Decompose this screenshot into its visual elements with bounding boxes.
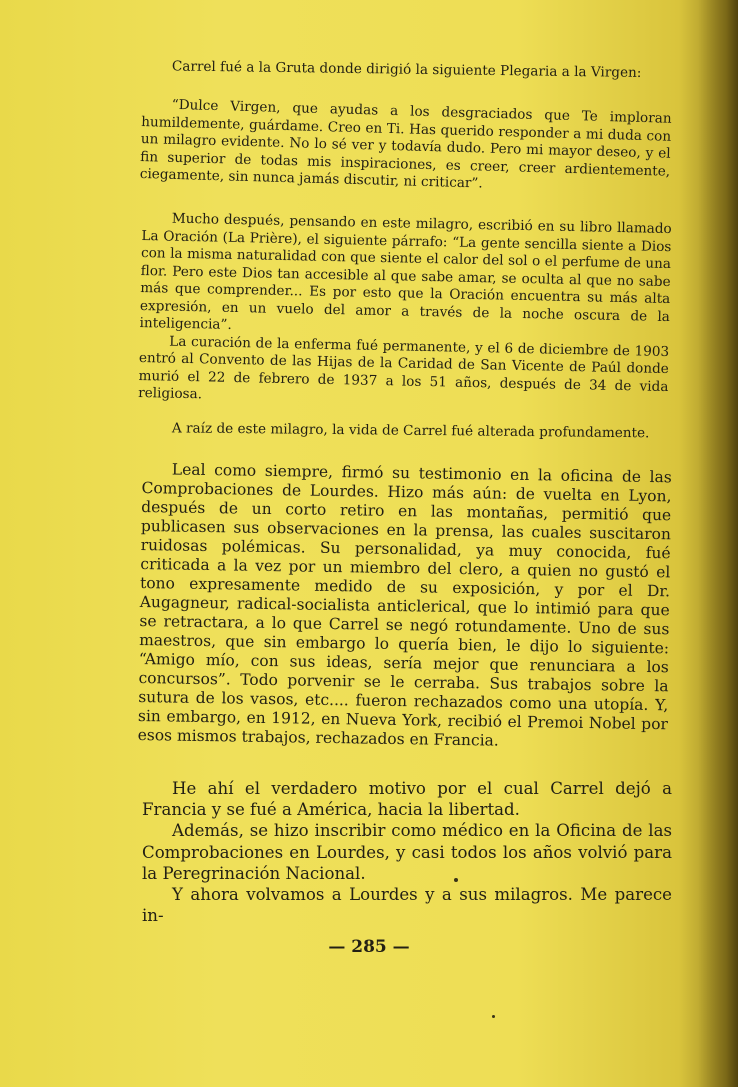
ink-speck bbox=[454, 878, 458, 882]
paragraph-motivo: He ahí el verdadero motivo por el cual Carrel dejó a Francia y se fué a América, hacia la libertad. bbox=[142, 779, 672, 820]
paragraph-volvamos: Y ahora volvamos a Lourdes y a sus milagros. Me parece in- bbox=[142, 885, 672, 926]
page-number: — 285 — bbox=[328, 937, 410, 957]
paragraph-ademas: Además, se hizo inscribir como médico en la Oficina de las Comprobaciones en Lourdes, y casi todos los años volvió para la Peregrinación Nacional. bbox=[142, 821, 672, 883]
closing-paragraphs bbox=[142, 778, 672, 926]
page-edge-shadow bbox=[698, 0, 738, 1087]
paragraph-raiz: A raíz de este milagro, la vida de Carrel fué alterada profundamente. bbox=[171, 420, 650, 442]
paragraph-curacion: La curación de la enferma fué permanente, y el 6 de diciembre de 1903 entró al Convento de las Hijas de la Caridad de San Vicente de Paúl donde murió el 22 de febrero de 1937 a los 51 años, después de 34 de vida religiosa. bbox=[138, 333, 670, 403]
paragraph-prayer-intro: Carrel fué a la Gruta donde dirigió la siguiente Plegaria a la Virgen: bbox=[171, 58, 642, 81]
paragraph-leal: Leal como siempre, firmó su testimonio en la oficina de las Comprobaciones de Lourdes. Hizo más aún: de vuelta en Lyon, después de un corto retiro en las montañas, permitió que publicasen sus observaciones en la prensa, las cuales suscitaron ruidosas polémicas. Su personalidad, ya muy conocida, fué criticada a la vez por un miembro del clero, a quien no gustó el tono expresamente medido de su exposición, y por el Dr. Augagneur, radical-socialista anticlerical, que lo intimió para que se retractara, a lo que Carrel se negó rotundamente. Uno de sus maestros, que sin embargo lo quería bien, le dijo lo siguiente: “Amigo mío, con sus ideas, sería mejor que renunciara a los concursos”. Todo porvenir se le cerraba. Sus trabajos sobre la sutura de los vasos, etc.... fueron rechazados como una utopía. Y, sin embargo, en 1912, en Nueva York, recibió el Premoi Nobel por esos mismos trabajos, rechazados en Francia. bbox=[137, 460, 672, 750]
ink-speck bbox=[492, 1015, 495, 1018]
paragraph-prayer-quote: “Dulce Virgen, que ayudas a los desgraciados que Te imploran humildemente, guárdame. Creo en Ti. Has querido responder a mi duda con un milagro evidente. No lo sé ver y todavía dudo. Pero mi mayor deseo, y el fin superior de todas mis inspiraciones, es creer, creer ardientemente, ciegamente, sin nunca jamás discutir, ni criticar”. bbox=[139, 96, 672, 192]
paragraph-la-oracion-text: Mucho después, pensando en este milagro, escribió en su libro llamado La Oración (La Prière), el siguiente párrafo: “La gente sencilla siente a Dios con la misma naturalidad con que siente el calor del sol o el perfume de una flor. Pero este Dios tan accesible al que sabe amar, se oculta al que no sabe más que comprender... Es por esto que la Oración encuentra su más alta expresión, en un vuelo del amor a través de la noche oscura de la inteligencia”. bbox=[139, 210, 672, 333]
paragraph-la-oracion bbox=[138, 210, 672, 414]
